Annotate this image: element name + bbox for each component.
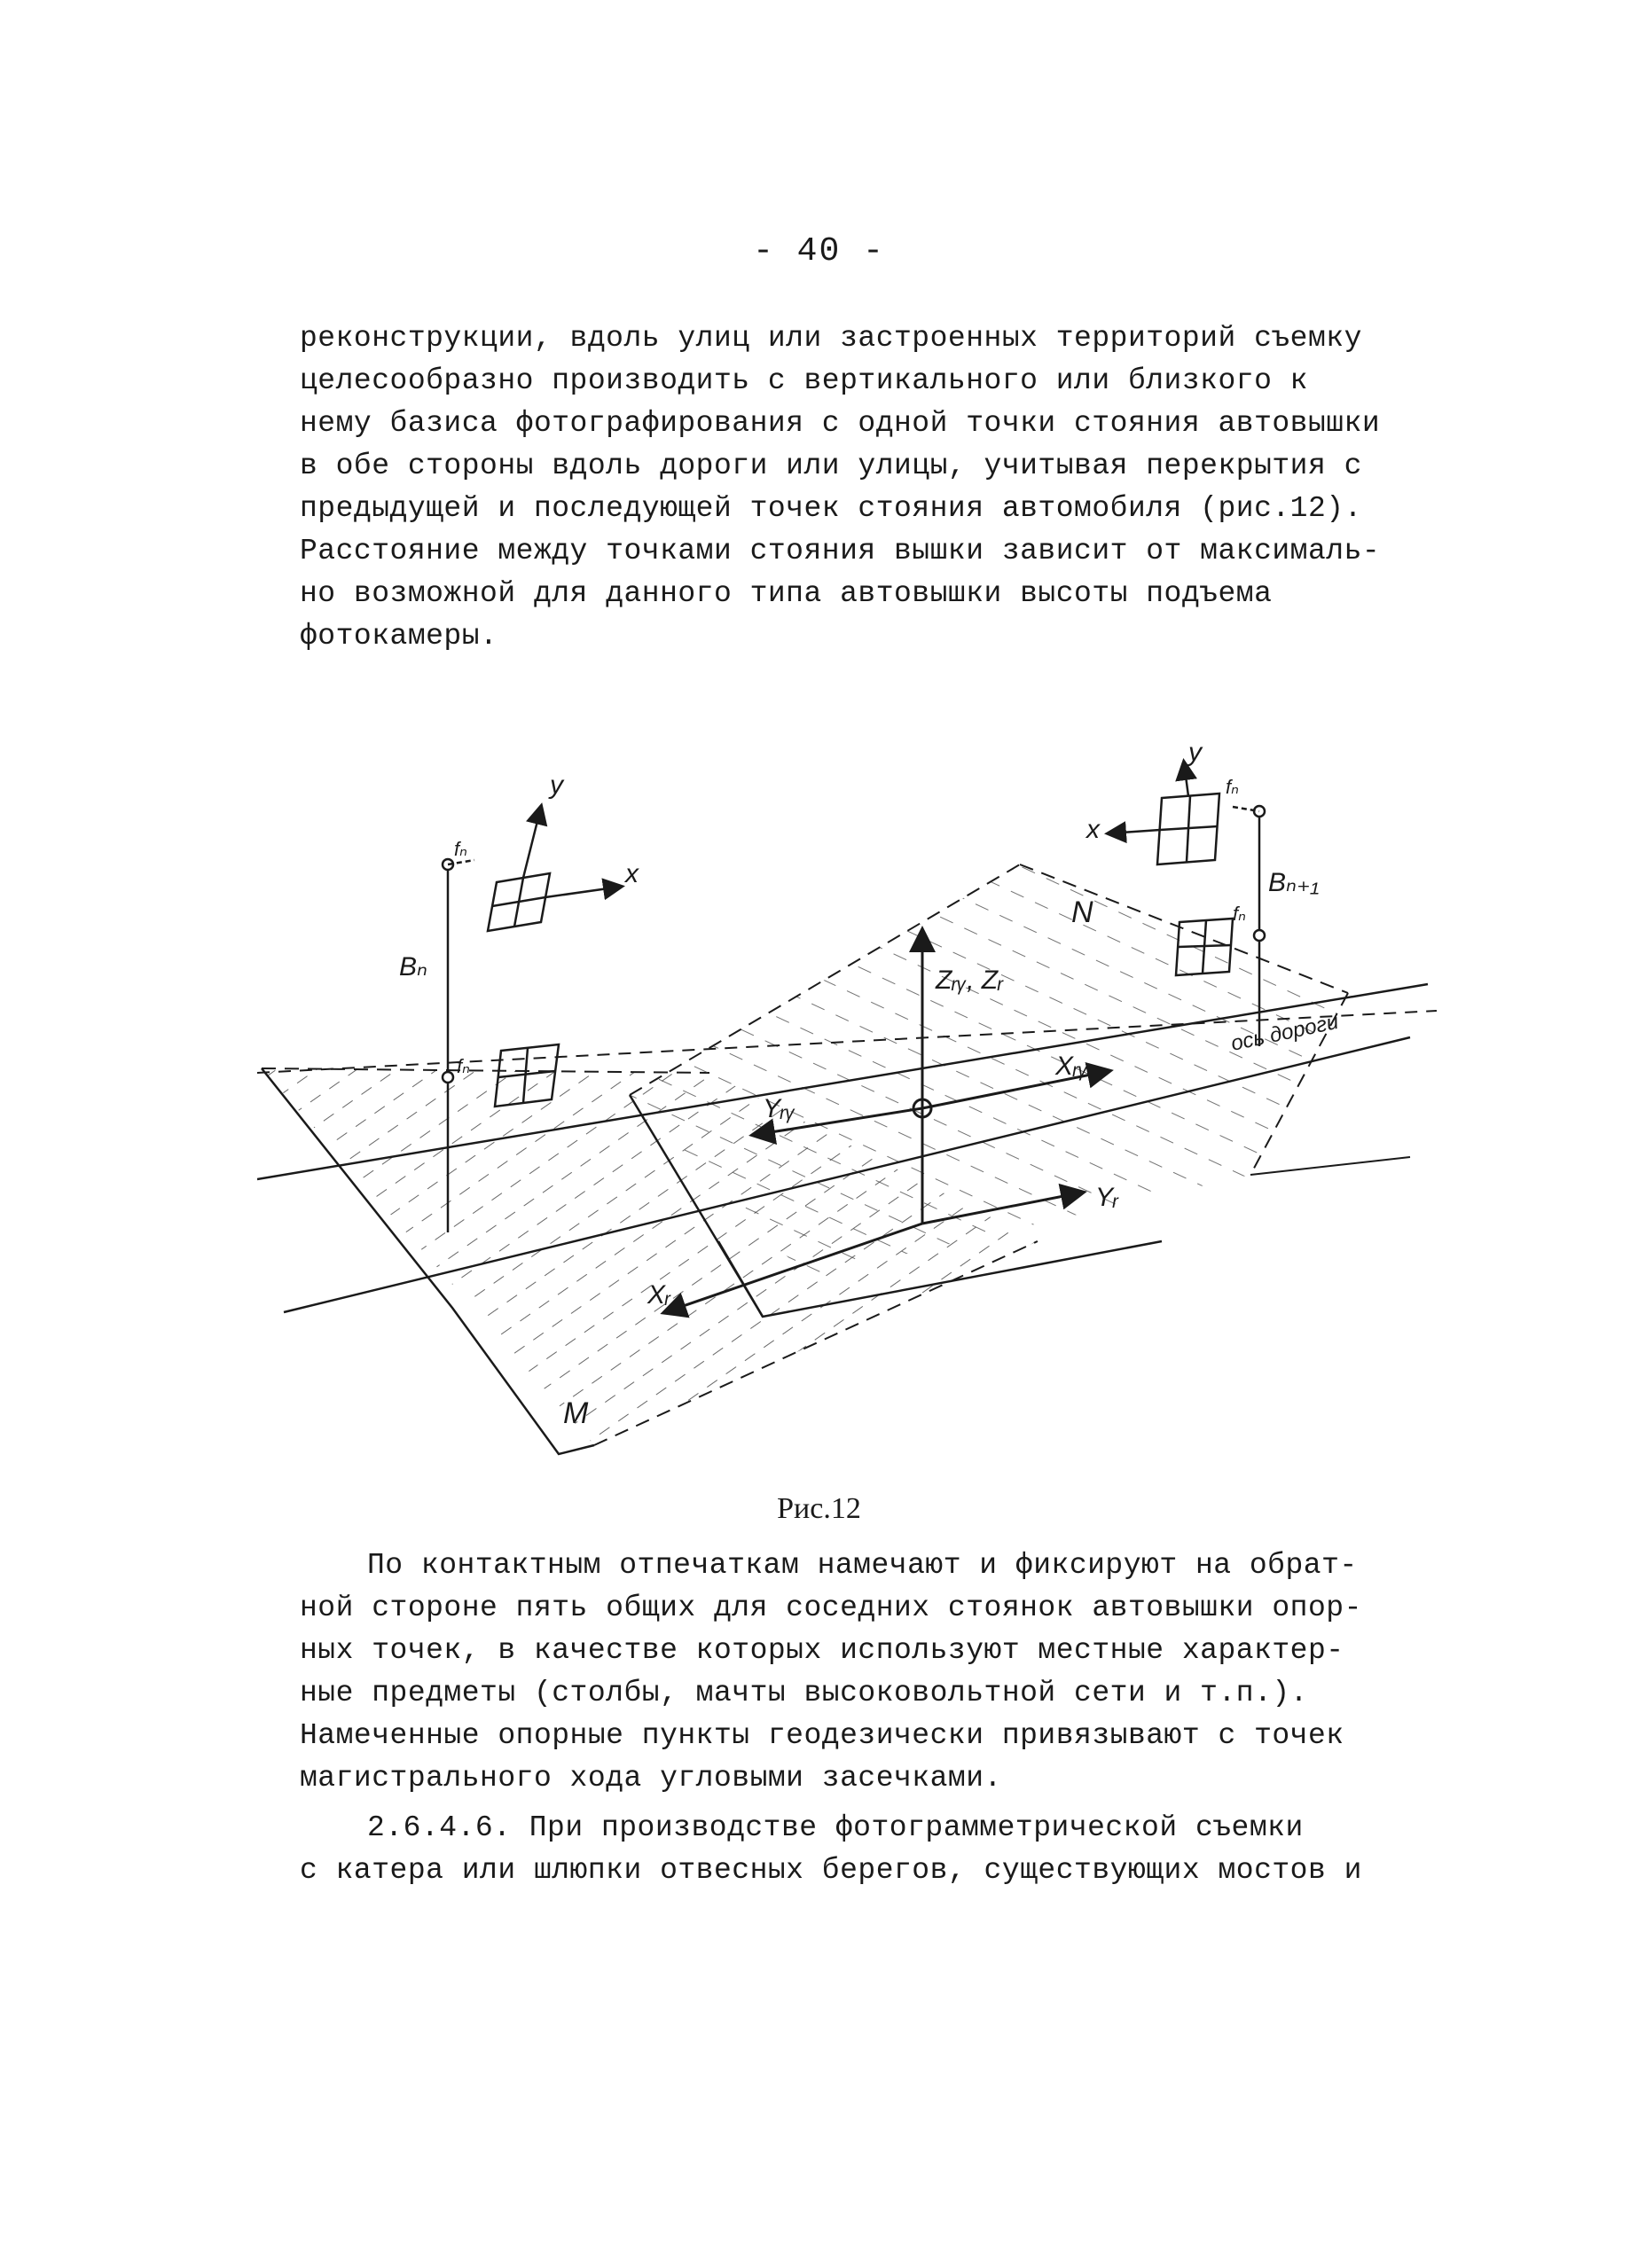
- text-line: магистрального хода угловыми засечками.: [300, 1762, 1002, 1795]
- label-N: N: [1071, 895, 1093, 929]
- text-line: Расстояние между точками стояния вышки зависит от максималь-: [300, 535, 1381, 567]
- text-line: предыдущей и последующей точек стояния автомобиля (рис.12).: [300, 492, 1362, 525]
- label-B-right: Bₙ₊₁: [1268, 868, 1320, 897]
- text-line: Намеченные опорные пункты геодезически привязывают с точек: [300, 1719, 1344, 1752]
- text-line: но возможной для данного типа автовышки высоты подъема: [300, 577, 1273, 610]
- label-road-axis: ось дороги: [1228, 1009, 1341, 1056]
- label-Xr: Xᵣ: [647, 1280, 670, 1310]
- label-f-left-bottom: fₙ: [457, 1055, 470, 1077]
- label-Yr: Yᵣ: [1095, 1183, 1118, 1212]
- label-Z: Zᵣᵧ, Zᵣ: [936, 966, 1003, 995]
- label-f-right-mid: fₙ: [1233, 903, 1246, 925]
- text-line: 2.6.4.6. При производстве фотограмметрической съемки: [367, 1811, 1304, 1844]
- label-y-right: y: [1188, 745, 1202, 767]
- label-Xry: Xᵣᵧ: [1055, 1052, 1088, 1081]
- text-line: с катера или шлюпки отвесных берегов, существующих мостов и: [300, 1854, 1362, 1887]
- label-f-left-top: fₙ: [454, 838, 467, 860]
- paragraph-3: [300, 1807, 1399, 1892]
- label-y-left: y: [550, 770, 563, 800]
- text-line: целесообразно производить с вертикального или близкого к: [300, 364, 1308, 397]
- text-line: фотокамеры.: [300, 620, 498, 653]
- text-line: ные предметы (столбы, мачты высоковольтной сети и т.п.).: [300, 1677, 1308, 1709]
- label-f-right-top: fₙ: [1226, 776, 1239, 798]
- figure-caption: Рис.12: [777, 1492, 861, 1525]
- figure-diagram: [257, 745, 1437, 1472]
- text-line: нему базиса фотографирования с одной точки стояния автовышки: [300, 407, 1381, 440]
- text-line: По контактным отпечаткам намечают и фиксируют на обрат-: [367, 1549, 1358, 1582]
- paragraph-2: [300, 1545, 1399, 1800]
- label-x-right: x: [1086, 815, 1100, 844]
- page-number: - 40 -: [753, 232, 885, 270]
- text-line: ных точек, в качестве которых используют местные характер-: [300, 1634, 1344, 1667]
- label-M: M: [563, 1396, 589, 1430]
- label-B-left: Bₙ: [399, 952, 427, 981]
- label-x-left: x: [625, 859, 639, 888]
- text-line: реконструкции, вдоль улиц или застроенных территорий съемку: [300, 322, 1362, 355]
- label-Yry: Yᵣᵧ: [763, 1094, 795, 1123]
- text-line: в обе стороны вдоль дороги или улицы, учитывая перекрытия с: [300, 450, 1362, 482]
- plane-N: [630, 864, 1410, 1277]
- text-line: ной стороне пять общих для соседних стоянок автовышки опор-: [300, 1592, 1362, 1624]
- paragraph-1: [300, 317, 1399, 658]
